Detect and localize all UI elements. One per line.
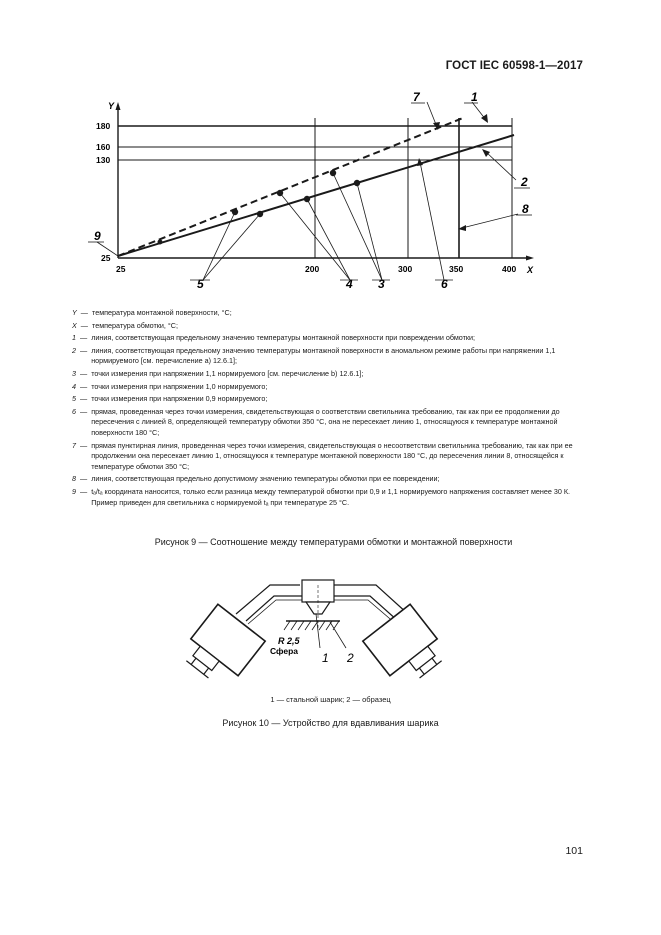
- callout-5: 5: [197, 277, 204, 291]
- legend-text: линия, соответствующая предельно допустимому значению температуры обмотки при ее повреждении;: [91, 474, 440, 484]
- legend-row: 3 — точки измерения при напряжении 1,1 нормируемого [см. перечисление b) 12.6.1];: [72, 369, 588, 380]
- legend-row: 9 — tₐ/tₐ координата наносится, только если разница между температурой обмотки при 0,9 и 1,1 нормируемого напряжения составляет менее 30 К. Пример приведен для светильника с нормируемой tₐ при температуре 25 °C.: [72, 487, 588, 508]
- legend-key: 3: [72, 368, 76, 378]
- legend-key: 2: [72, 345, 76, 355]
- x-tick: 350: [449, 264, 464, 274]
- legend-key: 5: [72, 394, 76, 404]
- document-header: ГОСТ IEC 60598-1—2017: [445, 60, 583, 72]
- y-tick: 25: [101, 253, 111, 263]
- legend-text: tₐ/tₐ координата наносится, только если разница между температурой обмотки при 0,9 и 1,1 нормируемого напряжения составляет менее 30 К. Пример приведен для светильника с нормируемой tₐ при температуре 25 °C.: [91, 486, 571, 507]
- callout-3: 3: [378, 277, 385, 291]
- legend-row: 8 — линия, соответствующая предельно допустимому значению температуры обмотки при ее повреждении;: [72, 474, 588, 485]
- legend-key: 8: [72, 474, 76, 484]
- callout-8: 8: [522, 202, 529, 216]
- y-axis-label: Y: [108, 101, 115, 111]
- figure-10-caption: Рисунок 10 — Устройство для вдавливания шарика: [222, 718, 439, 728]
- callout-2: 2: [521, 175, 528, 189]
- page-number: 101: [565, 845, 583, 857]
- y-tick: 180: [96, 121, 111, 131]
- legend-row: 7 — прямая пунктирная линия, проведенная через точки измерения, свидетельствующая о несоответствии светильника требованию, так как при ее продолжении она пересекает линию 1, относящуюся к температуре монтажной поверхности 180 °C, до пересечения линии 8, относящейся к температуре обмотки 350 °C;: [72, 441, 588, 473]
- figure-10-legend: 1 — стальной шарик; 2 — образец: [270, 695, 391, 704]
- legend-row: X — температура обмотки, °C;: [72, 321, 588, 332]
- callout-6: 6: [441, 277, 448, 291]
- legend-key: 1: [72, 333, 76, 343]
- legend-key: 7: [72, 440, 76, 450]
- callout-7: 7: [413, 90, 420, 104]
- legend-row: 6 — прямая, проведенная через точки измерения, свидетельствующая о соответствии светильника требованию, так как при ее продолжении до пересечения с линией 8, определяющей температуру обмотки 350 °C, она не пересекает линию 1, относящуюся к температуре монтажной поверхности 180 °C;: [72, 407, 588, 439]
- radius-label: R 2,5: [278, 636, 300, 646]
- legend-text: температура монтажной поверхности, °C;: [91, 308, 232, 317]
- legend-text: линия, соответствующая предельному значению температуры монтажной поверхности в аномальном режиме работы при напряжении 1,1 нормируемого [см. перечисление а) 12.6.1];: [91, 345, 556, 366]
- legend-row: 5 — точки измерения при напряжении 0,9 нормируемого;: [72, 394, 588, 405]
- x-tick: 200: [305, 264, 320, 274]
- legend-key: 9: [72, 486, 76, 496]
- legend-row: 1 — линия, соответствующая предельному значению температуры монтажной поверхности при повреждении обмотки;: [72, 333, 588, 344]
- legend-key: 6: [72, 406, 76, 416]
- callout-2: 2: [347, 651, 354, 665]
- legend-text: температура обмотки, °C;: [91, 320, 178, 330]
- y-tick: 160: [96, 142, 111, 152]
- figure-9-caption: Рисунок 9 — Соотношение между температурами обмотки и монтажной поверхности: [154, 537, 513, 547]
- legend-text: линия, соответствующая предельному значению температуры монтажной поверхности при повреждении обмотки;: [91, 333, 476, 343]
- x-tick: 300: [398, 264, 413, 274]
- legend-key: Y: [72, 308, 77, 317]
- legend-text: точки измерения при напряжении 1,0 нормируемого;: [91, 381, 268, 391]
- legend-row: 2 — линия, соответствующая предельному значению температуры монтажной поверхности в аномальном режиме работы при напряжении 1,1 нормируемого [см. перечисление а) 12.6.1];: [72, 346, 588, 367]
- callout-4: 4: [346, 277, 353, 291]
- legend-key: 4: [72, 381, 76, 391]
- legend-text: точки измерения при напряжении 1,1 нормируемого [см. перечисление b) 12.6.1];: [91, 368, 364, 378]
- sphere-label: Сфера: [270, 646, 298, 656]
- x-tick: 25: [116, 264, 126, 274]
- x-axis-label: X: [527, 265, 534, 275]
- y-tick: 130: [96, 155, 111, 165]
- legend-row: Y — температура монтажной поверхности, °C;: [72, 308, 588, 319]
- legend-text: прямая, проведенная через точки измерения, свидетельствующая о соответствии светильника требованию, так как при ее продолжении до пересечения с линией 8, определяющей температуру обмотки 350 °C, она не пересекает линию 1, относящуюся к температуре монтажной поверхности 180 °C;: [91, 406, 560, 437]
- x-tick: 400: [502, 264, 517, 274]
- callout-1: 1: [471, 90, 478, 104]
- callout-1: 1: [322, 651, 329, 665]
- legend-key: X: [72, 320, 77, 330]
- callout-9: 9: [94, 229, 101, 243]
- legend-text: прямая пунктирная линия, проведенная через точки измерения, свидетельствующая о несоответствии светильника требованию, так как при ее продолжении она пересекает линию 1, относящуюся к температуре монтажной поверхности 180 °C, до пересечения линии 8, относящейся к температуре обмотки 350 °C;: [91, 440, 573, 471]
- legend-row: 4 — точки измерения при напряжении 1,0 нормируемого;: [72, 382, 588, 393]
- legend-text: точки измерения при напряжении 0,9 нормируемого;: [91, 394, 268, 404]
